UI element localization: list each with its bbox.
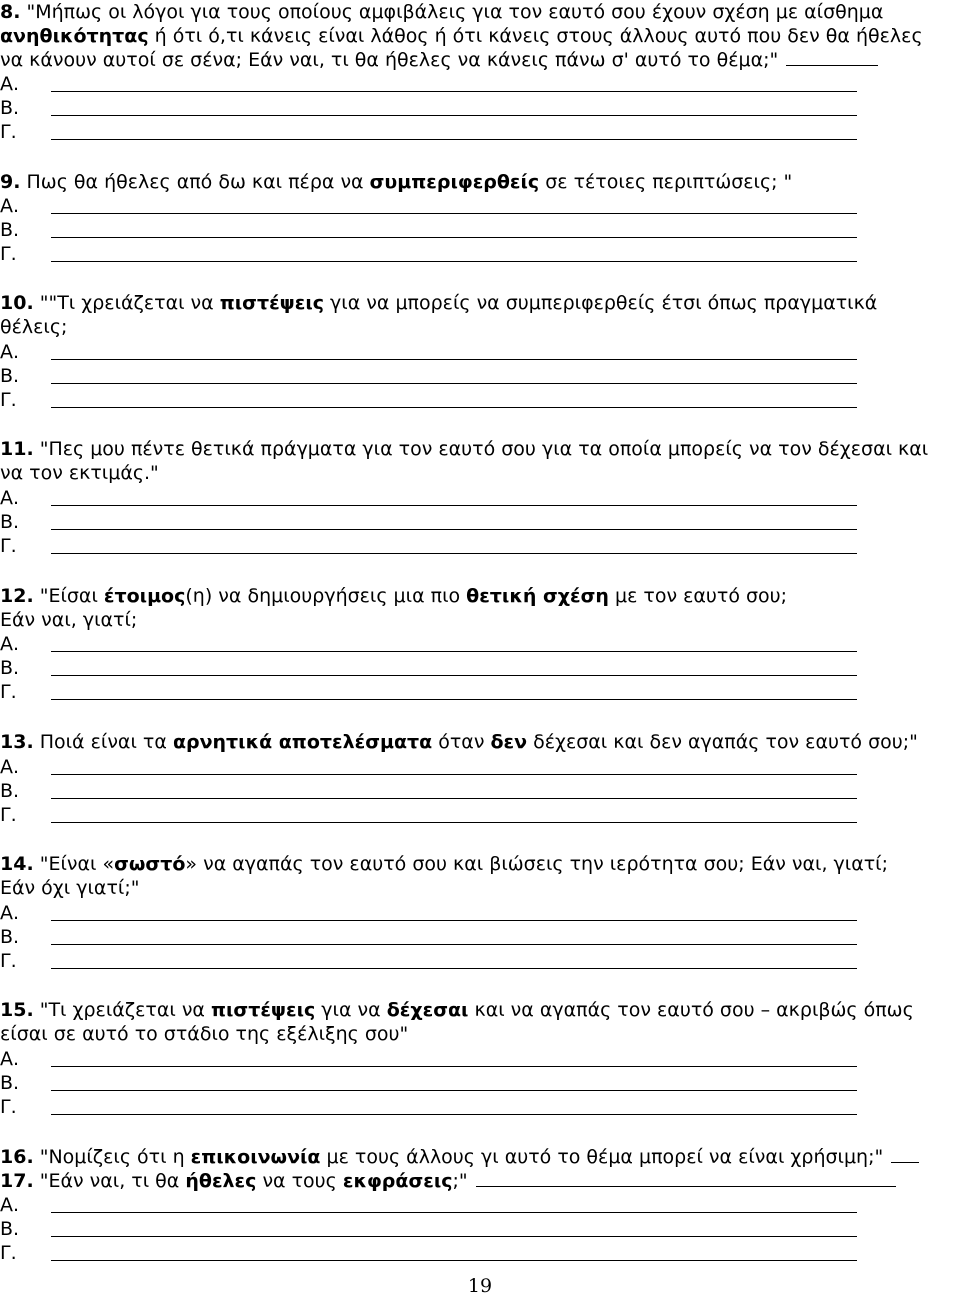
question-emphasis: σωστό [114, 853, 186, 875]
question-10 [0, 291, 877, 339]
question-text: (η) να δημιουργήσεις μια πιο [185, 585, 467, 607]
question-text: να κάνουν αυτοί σε σένα; Εάν ναι, τι θα ήθελες να κάνεις πάνω σ' αυτό το θέμα;" [0, 49, 779, 71]
question-number: 11. [0, 438, 34, 460]
question-16 [0, 1145, 919, 1169]
question-text: Ποιά είναι τα [33, 731, 173, 753]
question-text: να τους [256, 1170, 343, 1192]
question-text: » να αγαπάς τον εαυτό σου και βιώσεις την ιερότητα σου; Εάν ναι, γιατί; [185, 853, 889, 875]
answer-letter: Γ. [0, 1242, 17, 1264]
answer-letter: Β. [0, 97, 20, 119]
question-text: Πως θα ήθελες από δω και πέρα να [20, 171, 370, 193]
question-text: όταν [432, 731, 491, 753]
question-17 [0, 1169, 896, 1193]
question-text: ""Τι χρειάζεται να [33, 292, 220, 314]
question-emphasis: έτοιμος [103, 585, 186, 607]
answer-letter: Γ. [0, 681, 17, 703]
answer-line [51, 1236, 857, 1237]
blank-line[interactable] [476, 1185, 896, 1187]
answer-letter: Γ. [0, 243, 17, 265]
answer-line [51, 553, 857, 554]
answer-line [51, 968, 857, 969]
answer-letter: Γ. [0, 121, 17, 143]
question-number: 15. [0, 999, 34, 1021]
answer-line [51, 675, 857, 676]
answer-line [51, 1090, 857, 1091]
answer-letter: Α. [0, 341, 20, 363]
question-emphasis: συμπεριφερθείς [369, 171, 540, 193]
question-text: "Μήπως οι λόγοι για τους οποίους αμφιβάλεις για τον εαυτό σου έχουν σχέση με αίσθημα [20, 1, 884, 23]
answer-line [51, 529, 857, 530]
answer-line [51, 944, 857, 945]
answer-letter: Β. [0, 780, 20, 802]
answer-line [51, 822, 857, 823]
question-emphasis: πιστέψεις [211, 999, 316, 1021]
question-text: ή ότι ό,τι κάνεις είναι λάθος ή ότι κάνεις στους άλλους αυτό που δεν θα ήθελες [148, 25, 923, 47]
question-emphasis: αρνητικά αποτελέσματα [172, 731, 433, 753]
answer-line [51, 505, 857, 506]
question-emphasis: ήθελες [185, 1170, 257, 1192]
question-text: με τον εαυτό σου; [608, 585, 788, 607]
question-text: με τους άλλους γι αυτό το θέμα μπορεί να είναι χρήσιμη;" [320, 1146, 884, 1168]
answer-letter: Γ. [0, 950, 17, 972]
answer-letter: Α. [0, 73, 20, 95]
answer-line [51, 798, 857, 799]
question-number: 9. [0, 171, 21, 193]
question-13 [0, 730, 918, 754]
answer-letter: Γ. [0, 804, 17, 826]
question-emphasis: θετική σχέση [466, 585, 609, 607]
answer-line [51, 213, 857, 214]
answer-line [51, 699, 857, 700]
question-emphasis: ανηθικότητας [0, 25, 149, 47]
question-text: "Τι χρειάζεται να [33, 999, 211, 1021]
question-text: "Νομίζεις ότι η [33, 1146, 191, 1168]
answer-line [51, 1260, 857, 1261]
answer-line [51, 383, 857, 384]
answer-letter: Α. [0, 487, 20, 509]
question-text: θέλεις; [0, 316, 68, 338]
answer-line [51, 1212, 857, 1213]
answer-line [51, 407, 857, 408]
question-number: 13. [0, 731, 34, 753]
answer-letter: Β. [0, 926, 20, 948]
answer-letter: Β. [0, 365, 20, 387]
blank-line[interactable] [786, 64, 878, 66]
question-text: Εάν όχι γιατί;" [0, 877, 140, 899]
answer-line [51, 139, 857, 140]
answer-letter: Α. [0, 1194, 20, 1216]
answer-line [51, 1066, 857, 1067]
question-emphasis: επικοινωνία [190, 1146, 321, 1168]
question-number: 14. [0, 853, 34, 875]
answer-line [51, 91, 857, 92]
answer-letter: Α. [0, 195, 20, 217]
question-number: 8. [0, 1, 21, 23]
answer-letter: Β. [0, 511, 20, 533]
question-15 [0, 998, 914, 1046]
answer-line [51, 261, 857, 262]
answer-line [51, 359, 857, 360]
answer-letter: Α. [0, 1048, 20, 1070]
question-11 [0, 437, 928, 485]
answer-letter: Β. [0, 1218, 20, 1240]
answer-letter: Α. [0, 633, 20, 655]
question-emphasis: δεν [490, 731, 528, 753]
answer-letter: Γ. [0, 389, 17, 411]
question-text: ;" [452, 1170, 468, 1192]
answer-line [51, 920, 857, 921]
question-emphasis: δέχεσαι [386, 999, 469, 1021]
question-text: Εάν ναι, γιατί; [0, 609, 138, 631]
question-number: 17. [0, 1170, 34, 1192]
question-12 [0, 584, 787, 632]
answer-line [51, 1114, 857, 1115]
question-text: και να αγαπάς τον εαυτό σου – ακριβώς όπως [468, 999, 914, 1021]
question-text: να τον εκτιμάς." [0, 462, 159, 484]
blank-line[interactable] [891, 1161, 919, 1163]
question-14 [0, 852, 888, 900]
answer-line [51, 774, 857, 775]
question-text: "Είναι « [33, 853, 115, 875]
answer-letter: Α. [0, 902, 20, 924]
question-number: 16. [0, 1146, 34, 1168]
question-text: δέχεσαι και δεν αγαπάς τον εαυτό σου;" [527, 731, 918, 753]
answer-line [51, 237, 857, 238]
answer-letter: Γ. [0, 1096, 17, 1118]
question-text: για να μπορείς να συμπεριφερθείς έτσι όπως πραγματικά [324, 292, 878, 314]
answer-letter: Α. [0, 756, 20, 778]
answer-letter: Γ. [0, 535, 17, 557]
answer-letter: Β. [0, 1072, 20, 1094]
question-emphasis: εκφράσεις [342, 1170, 453, 1192]
question-emphasis: πιστέψεις [219, 292, 325, 314]
question-8 [0, 0, 923, 72]
question-text: είσαι σε αυτό το στάδιο της εξέλιξης σου" [0, 1023, 409, 1045]
answer-line [51, 115, 857, 116]
question-number: 12. [0, 585, 34, 607]
answer-line [51, 651, 857, 652]
question-number: 10. [0, 292, 34, 314]
question-text: για να [315, 999, 387, 1021]
page-number: 19 [467, 1275, 493, 1297]
question-text: "Εάν ναι, τι θα [33, 1170, 186, 1192]
question-9 [0, 170, 792, 194]
question-text: "Πες μου πέντε θετικά πράγματα για τον εαυτό σου για τα οποία μπορείς να τον δέχεσαι και [33, 438, 929, 460]
question-text: σε τέτοιες περιπτώσεις; " [539, 171, 793, 193]
question-text: "Είσαι [33, 585, 104, 607]
answer-letter: Β. [0, 219, 20, 241]
answer-letter: Β. [0, 657, 20, 679]
